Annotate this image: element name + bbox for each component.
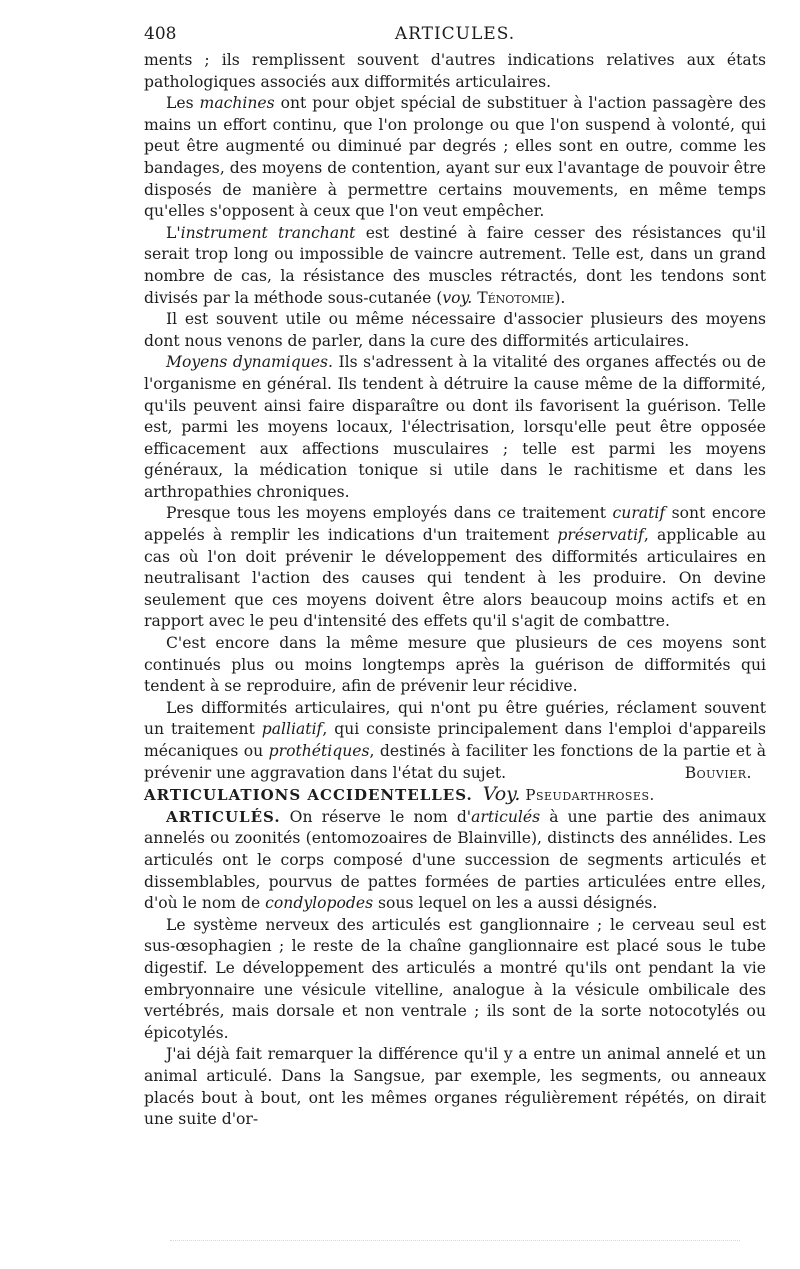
- text-run: Ils s'adressent à la vitalité des organes affectés ou de l'organisme en général. Ils tendent à détruire la cause même de la difformité, qu'ils peuvent ainsi faire disparaître ou dont ils favorisent la guérison. Telle est, parmi les moyens locaux, l'électrisation, lorsqu'elle peut être opposée efficacement aux affections musculaires ; telle est parmi les moyens généraux, la médication tonique si utile dans le rachitisme et dans les arthropathies chroniques.: [144, 353, 766, 501]
- cross-reference: Ténotomie: [477, 288, 555, 307]
- entry-articules: [144, 807, 766, 915]
- text-run: est destiné à faire cesser des résistances qu'il serait trop long ou impossible de vaincre autrement. Telle est, dans un grand nombre de cas, la résistance des muscles rétractés, dont les tendons sont divisés par la méthode sous-cutanée (: [144, 223, 766, 307]
- italic-term: palliatif: [261, 720, 323, 739]
- paragraph-instrument: [144, 223, 766, 309]
- italic-term: articulés: [471, 807, 541, 826]
- page-smudge: [170, 1240, 740, 1245]
- text-run: On réserve le nom d': [280, 807, 472, 826]
- paragraph-encore: C'est encore dans la même mesure que plusieurs de ces moyens sont continués plus ou moins longtemps après la guérison de difformités qui tendent à se reproduire, afin de prévenir leur récidive.: [144, 634, 766, 696]
- author-signature: Bouvier.: [684, 763, 752, 782]
- running-title: ARTICULES.: [394, 24, 516, 44]
- text-run: ont pour objet spécial de substituer à l'action passagère des mains un effort continu, que l'on prolonge ou que l'on suspend à volonté, qui peut être augmenté ou diminué par degrés ; elles sont en outre, comme les bandages, des moyens de contention, ayant sur eux l'avantage de pouvoir être disposés de manière à permettre certains mouvements, en même temps qu'elles s'opposent à ceux que l'on veut empêcher.: [144, 94, 766, 221]
- paragraph-palliatif: [144, 698, 766, 784]
- body-text: [144, 50, 766, 1131]
- italic-term: Moyens dynamiques.: [166, 353, 334, 372]
- text-run: , applicable au cas où l'on doit prévenir le développement des difformités articulaires en neutralisant l'action des causes qui tendent à les produire. On devine seulement que ces moyens doivent être alors beaucoup moins actifs et en rapport avec le peu d'intensité des effets qu'il s'agit de combattre.: [144, 526, 766, 631]
- text-run: Les difformités articulaires, qui n'ont pu être guéries, réclament souvent un traitement: [144, 698, 766, 739]
- text-run: , destinés à faciliter les fonctions de la partie et à prévenir une aggravation dans l'état du sujet.: [144, 742, 766, 782]
- text-run: à une partie des animaux annelés ou zoonités (entomozoaires de Blainville), distincts des annélides. Les articulés ont le corps composé d'une succession de segments articulés et dissemblables, pourvus de pattes formées de parties articulées entre elles, d'où le nom de: [144, 807, 766, 913]
- paragraph-continued: ments ; ils remplissent souvent d'autres indications relatives aux états pathologiques associés aux difformités articulaires.: [144, 51, 766, 91]
- text-run: sous lequel on les a aussi désignés.: [373, 894, 658, 913]
- text-run: Les: [166, 94, 200, 113]
- italic-term: condylopodes: [265, 894, 374, 913]
- page-number: 408: [144, 24, 177, 44]
- italic-term: instrument tranchant: [180, 223, 356, 242]
- italic-term: préservatif: [557, 526, 644, 545]
- see-reference: voy.: [442, 288, 473, 307]
- text-run: sont encore appelés à remplir les indications d'un traitement: [144, 504, 766, 545]
- entry-headword: ARTICULÉS.: [166, 807, 281, 826]
- italic-term: machines: [199, 94, 275, 113]
- text-run: ).: [554, 288, 566, 307]
- paragraph-moyens-dynamiques: [144, 352, 766, 503]
- text-run: , qui consiste principalement dans l'emploi d'appareils mécaniques ou: [144, 720, 766, 760]
- paragraph-systeme-nerveux: Le système nerveux des articulés est ganglionnaire ; le cerveau seul est sus-œsophagien ; le reste de la chaîne ganglionnaire est placé sous le tube digestif. Le développement des articulés a montré qu'ils ont pendant la vie embryonnaire une vésicule vitelline, analogue à la vésicule ombilicale des vertébrés, mais dorsale et non ventrale ; ils sont de la sorte notocotylés ou épicotylés.: [144, 915, 766, 1042]
- page-header: [144, 22, 766, 50]
- text-run: Presque tous les moyens employés dans ce traitement: [166, 504, 613, 523]
- text-run: L': [166, 223, 181, 242]
- paragraph-difference: J'ai déjà fait remarquer la différence qu'il y a entre un animal annelé et un animal articulé. Dans la Sangsue, par exemple, les segments, ou anneaux placés bout à bout, ont les mêmes organes régulièrement répétés, on dirait une suite d'or-: [144, 1045, 766, 1129]
- cross-reference: Pseudarthroses.: [525, 786, 655, 805]
- italic-term: curatif: [612, 504, 666, 523]
- see-reference: Voy.: [482, 783, 521, 806]
- italic-term: prothétiques: [268, 742, 370, 760]
- page: [144, 22, 766, 1131]
- paragraph-associer: Il est souvent utile ou même nécessaire d'associer plusieurs des moyens dont nous venons de parler, dans la cure des difformités articulaires.: [144, 310, 766, 350]
- entry-articulations-accidentelles: [144, 784, 766, 807]
- paragraph-presque: [144, 503, 766, 633]
- paragraph-machines: [144, 93, 766, 223]
- entry-headword: ARTICULATIONS ACCIDENTELLES.: [144, 786, 473, 805]
